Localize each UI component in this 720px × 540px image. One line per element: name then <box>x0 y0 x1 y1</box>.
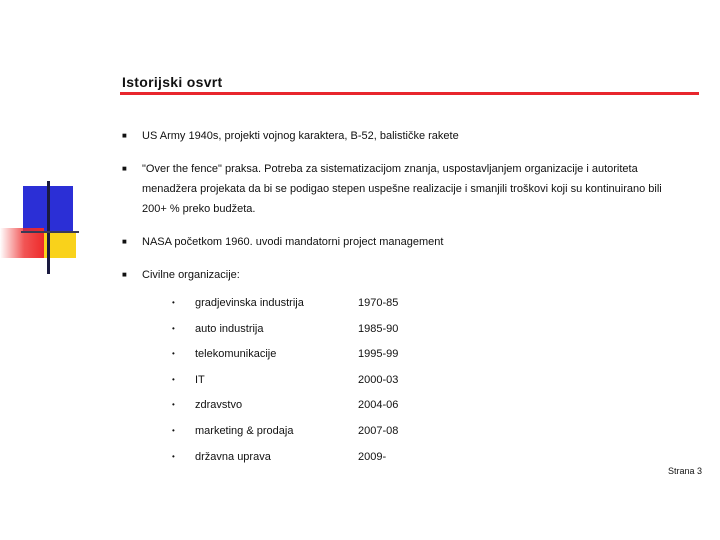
industry-years: 2007-08 <box>358 424 399 437</box>
bullet-dot-icon: • <box>172 400 175 410</box>
bullet-item <box>122 159 682 219</box>
industry-years: 2009- <box>358 450 387 463</box>
bullet-dot-icon: • <box>172 349 175 359</box>
industry-years: 2004-06 <box>358 399 399 412</box>
bullet-text: NASA početkom 1960. uvodi mandatorni project management <box>142 236 444 248</box>
industry-name: zdravstvo <box>195 399 243 412</box>
bullet-item <box>122 232 682 252</box>
list-item <box>142 370 682 396</box>
bullet-text: US Army 1940s, projekti vojnog karaktera, B-52, balističke rakete <box>142 130 459 142</box>
bullet-text: "Over the fence" praksa. Potreba za sistematizacijom znanja, uspostavljanjem organizacije i autoriteta menadžera projekata da bi se podigao stepen uspešne realizacije i smanjili troškovi koji su kontinuirano bili 200+ % preko budžeta. <box>142 163 662 215</box>
slide-title: Istorijski osvrt <box>122 74 223 90</box>
industry-name: telekomunikacije <box>195 348 277 361</box>
bullet-square-icon: ■ <box>122 237 127 246</box>
bullet-item <box>122 265 682 472</box>
bullet-square-icon: ■ <box>122 164 127 173</box>
bullet-dot-icon: • <box>172 451 175 461</box>
industry-years: 2000-03 <box>358 373 399 386</box>
industry-years: 1985-90 <box>358 322 399 335</box>
industry-years: 1995-99 <box>358 348 399 361</box>
bullet-square-icon: ■ <box>122 270 127 279</box>
bullet-item <box>122 126 682 146</box>
bullet-dot-icon: • <box>172 425 175 435</box>
page-number: Strana 3 <box>667 466 702 476</box>
list-item <box>142 447 682 473</box>
industry-name: marketing & prodaja <box>195 424 294 437</box>
industry-name: gradjevinska industrija <box>195 297 304 309</box>
list-item <box>142 421 682 447</box>
list-item <box>142 395 682 421</box>
civil-org-list <box>142 293 682 472</box>
list-item <box>142 344 682 370</box>
industry-name: auto industrija <box>195 322 264 335</box>
bullet-dot-icon: • <box>172 323 175 333</box>
list-item <box>142 319 682 345</box>
bullet-dot-icon: • <box>172 298 175 307</box>
bullet-square-icon: ■ <box>122 131 127 140</box>
industry-name: IT <box>195 373 205 386</box>
bullet-list <box>122 126 682 485</box>
deco-horizontal-line <box>21 231 79 233</box>
industry-name: državna uprava <box>195 450 271 463</box>
industry-years: 1970-85 <box>358 297 399 309</box>
deco-vertical-line <box>47 181 50 274</box>
list-item <box>142 293 682 319</box>
bullet-text: Civilne organizacije: <box>142 269 240 281</box>
bullet-dot-icon: • <box>172 374 175 384</box>
title-underline <box>120 92 699 95</box>
